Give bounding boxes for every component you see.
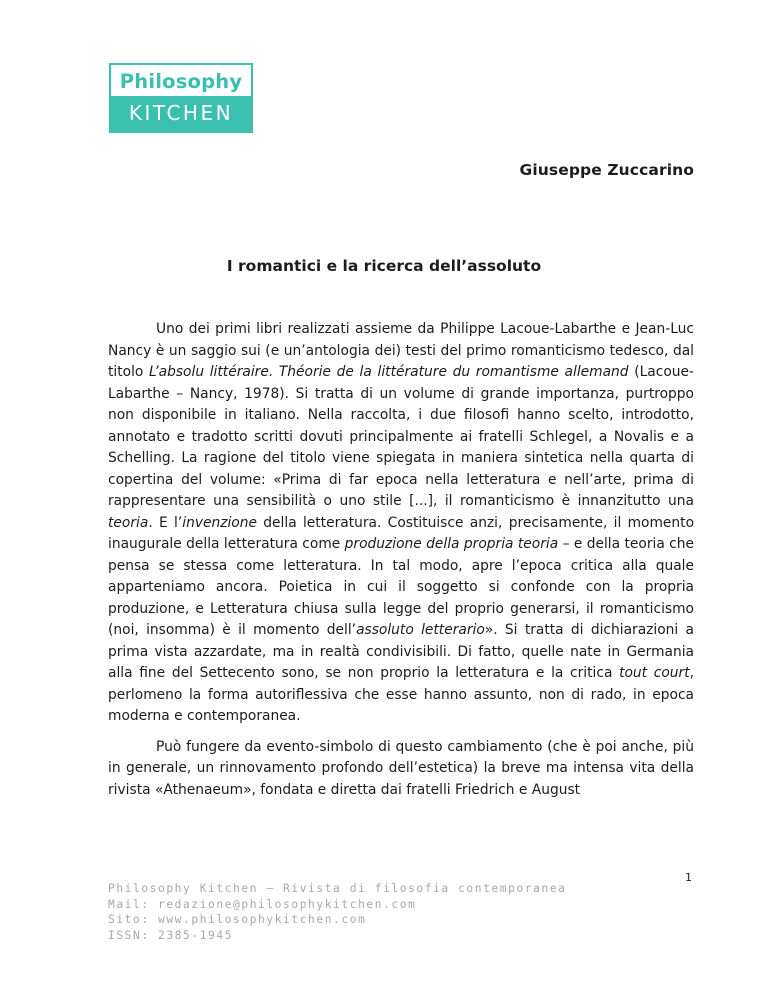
logo-word-philosophy: Philosophy xyxy=(111,65,251,98)
text-run: , perlomeno la forma autoriflessiva che esse hanno assunto, non di rado, in epoca moderna e contemporanea. xyxy=(108,665,694,724)
italic-text-run: teoria xyxy=(108,514,149,531)
footer-journal-name: Philosophy Kitchen – Rivista di filosofia contemporanea xyxy=(108,882,567,895)
italic-text-run: assoluto letterario xyxy=(356,622,485,638)
text-run: Uno dei primi libri realizzati assieme da Philippe Lacoue-Labarthe e Jean-Luc Nancy è un saggio sui (e un’antologia dei) testi del primo romanticismo tedesco, dal titolo xyxy=(108,321,694,380)
text-run: (Lacoue-Labarthe – Nancy, 1978). Si tratta di un volume di grande importanza, purtroppo non disponibile in italiano. Nella raccolta, i due filosofi hanno scelto, introdotto, annotato e tradotto scritti dovuti principalmente ai fratelli Schlegel, a Novalis e a Schelling. La ragione del titolo viene spiegata in maniera sintetica nella quarta di copertina del volume: «Prima di far epoca nella letteratura e nell’arte, prima di rappresentare una sensibilità o uno stile [...], il romanticismo è innanzitutto una xyxy=(108,364,694,509)
footer-mail: Mail: redazione@philosophykitchen.com xyxy=(108,897,417,911)
article-body xyxy=(108,319,694,801)
text-run: . E l’ xyxy=(148,514,183,531)
italic-text-run: produzione della propria teoria xyxy=(344,536,559,552)
text-run: – e della teoria che pensa se stessa come letteratura. In tal modo, apre l’epoca critica alla quale apparteniamo ancora. Poietica in cui il soggetto si confonde con la propria produzione, e Letteratura chiusa sulla legge del proprio generarsi, il romanticismo (noi, insomma) è il momento dell’ xyxy=(108,536,694,638)
footer-site: Sito: www.philosophykitchen.com xyxy=(108,913,367,927)
text-run: Può fungere da evento-simbolo di questo cambiamento (che è poi anche, più in generale, un rinnovamento profondo dell’estetica) la breve ma intensa vita della rivista «Athenaeum», fondata e diretta dai fratelli Friedrich e August xyxy=(108,738,694,798)
text-run: ». Si tratta di dichiarazioni a prima vista azzardate, ma in realtà condivisibili. Di fatto, quelle nate in Germania alla fine del Settecento sono, se non proprio la letteratura e la critica xyxy=(108,622,695,681)
text-run: della letteratura. Costituisce anzi, precisamente, il momento inaugurale della letteratura come xyxy=(108,514,695,552)
paragraph-2 xyxy=(108,737,694,802)
italic-text-run: tout court xyxy=(619,665,690,681)
author-name: Giuseppe Zuccarino xyxy=(519,161,694,179)
journal-logo xyxy=(109,63,253,133)
paragraph-1 xyxy=(108,319,694,728)
article-title: I romantici e la ricerca dell’assoluto xyxy=(226,257,542,275)
page-number: 1 xyxy=(685,871,692,884)
journal-footer xyxy=(108,881,566,943)
italic-text-run: invenzione xyxy=(182,514,257,531)
logo-word-kitchen: KITCHEN xyxy=(111,96,251,131)
footer-issn: ISSN: 2385-1945 xyxy=(108,928,234,942)
italic-text-run: L’absolu littéraire. Théorie de la littérature du romantisme allemand xyxy=(149,364,629,380)
